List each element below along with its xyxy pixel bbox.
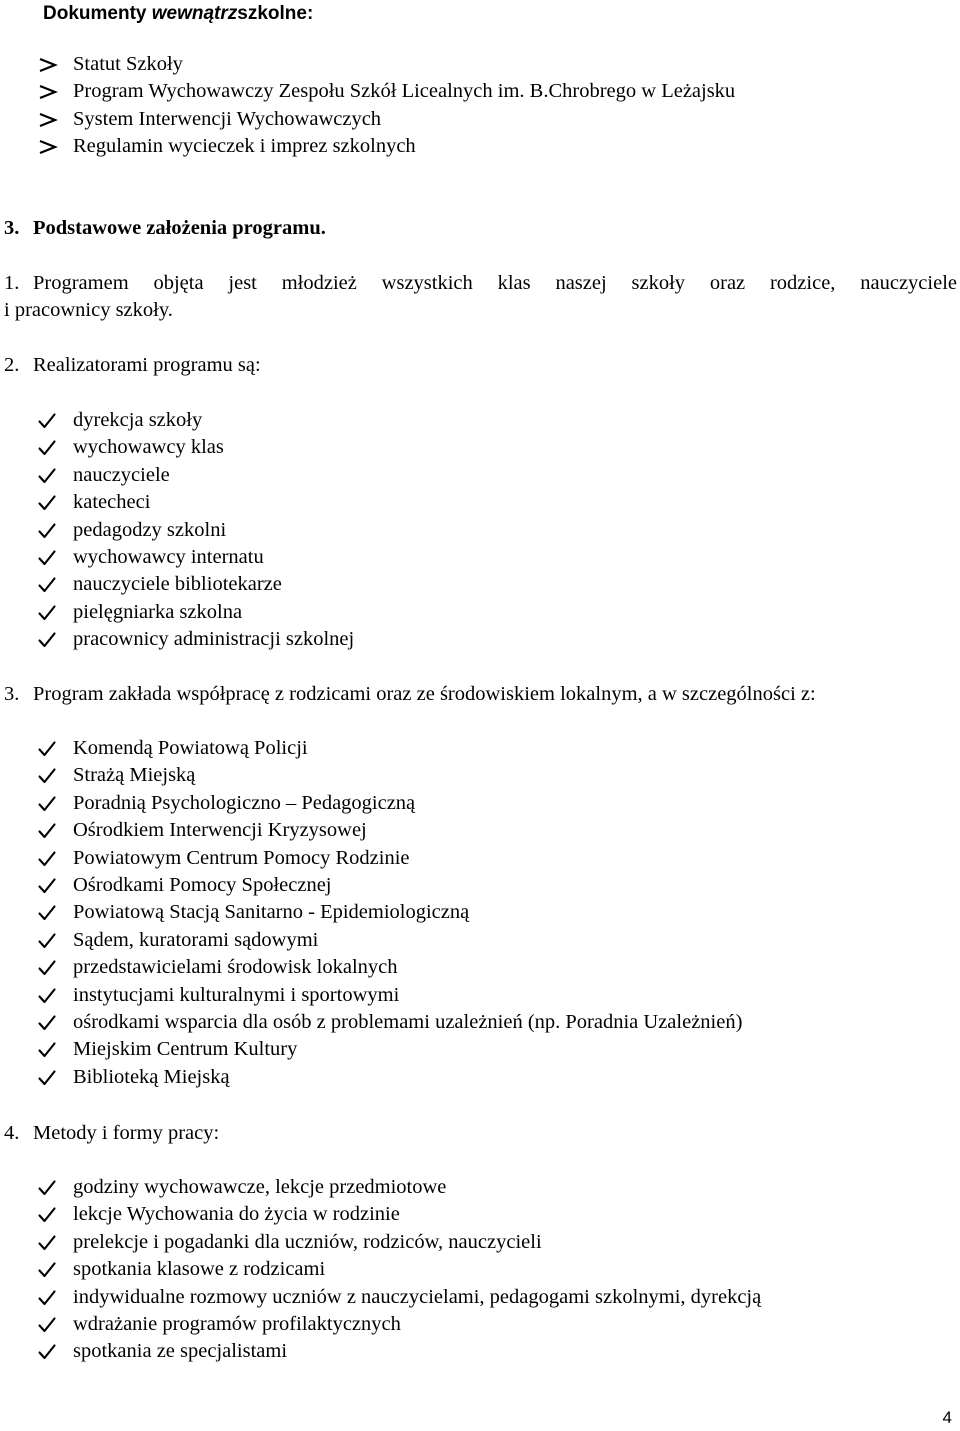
page-number: 4 <box>942 1408 952 1427</box>
checkmark-icon <box>38 927 58 954</box>
section-title: Podstawowe założenia programu. <box>33 217 326 239</box>
point-2-number: 2. <box>4 354 20 376</box>
partner-item-text: Ośrodkiem Interwencji Kryzysowej <box>73 819 367 842</box>
checkmark-icon <box>38 1284 58 1311</box>
heading-italic: wewnątrz <box>151 3 238 24</box>
checkmark-icon <box>38 1064 58 1091</box>
checkmark-icon <box>38 599 58 626</box>
partner-item <box>0 845 960 872</box>
checkmark-icon <box>38 1229 58 1256</box>
partner-item-text: instytucjami kulturalnymi i sportowymi <box>73 983 400 1006</box>
arrowhead-icon <box>38 133 58 160</box>
checkmark-icon <box>38 489 58 516</box>
method-item <box>0 1256 960 1283</box>
point-3 <box>0 681 960 708</box>
partner-item <box>0 927 960 954</box>
partner-item <box>0 982 960 1009</box>
realizer-item <box>0 517 960 544</box>
checkmark-icon <box>38 817 58 844</box>
heading-text: Dokumenty <box>43 3 152 24</box>
document-item-text: Program Wychowawczy Zespołu Szkół Licealnych im. B.Chrobrego w Leżajsku <box>73 80 736 103</box>
method-item-text: spotkania ze specjalistami <box>73 1340 288 1363</box>
documents-list <box>0 51 960 161</box>
partner-item-text: Sądem, kuratorami sądowymi <box>73 928 319 951</box>
checkmark-icon <box>38 845 58 872</box>
partner-item-text: Miejskim Centrum Kultury <box>73 1038 298 1061</box>
method-item <box>0 1229 960 1256</box>
partner-item <box>0 1064 960 1091</box>
partner-item <box>0 735 960 762</box>
method-item-text: prelekcje i pogadanki dla uczniów, rodziców, nauczycieli <box>73 1230 542 1253</box>
checkmark-icon <box>38 1036 58 1063</box>
partner-item <box>0 872 960 899</box>
checkmark-icon <box>38 544 58 571</box>
partner-item-text: Biblioteką Miejską <box>73 1065 230 1088</box>
method-item-text: lekcje Wychowania do życia w rodzinie <box>73 1203 400 1226</box>
checkmark-icon <box>38 571 58 598</box>
checkmark-icon <box>38 790 58 817</box>
realizer-item-text: dyrekcja szkoły <box>73 409 203 431</box>
method-item <box>0 1201 960 1228</box>
methods-list <box>0 1174 960 1366</box>
realizer-item-text: wychowawcy internatu <box>73 545 264 568</box>
partner-item-text: Powiatowym Centrum Pomocy Rodzinie <box>73 846 410 869</box>
partner-item-text: Poradnią Psychologiczno – Pedagogiczną <box>73 791 416 814</box>
point-3-number: 3. <box>4 683 20 705</box>
checkmark-icon <box>38 434 58 461</box>
checkmark-icon <box>38 735 58 762</box>
document-item-text: System Interwencji Wychowawczych <box>73 107 382 130</box>
checkmark-icon <box>38 899 58 926</box>
partner-item-text: Ośrodkami Pomocy Społecznej <box>73 873 332 896</box>
checkmark-icon <box>38 1201 58 1228</box>
arrowhead-icon <box>38 106 58 133</box>
realizer-item <box>0 489 960 516</box>
realizer-item <box>0 407 960 434</box>
partner-item <box>0 1009 960 1036</box>
point-4 <box>0 1120 960 1147</box>
partners-list <box>0 735 960 1091</box>
realizer-item-text: katecheci <box>73 491 151 514</box>
checkmark-icon <box>38 626 58 653</box>
checkmark-icon <box>38 1338 58 1365</box>
realizers-list <box>0 407 960 654</box>
partner-item <box>0 899 960 926</box>
point-2-text: Realizatorami programu są: <box>33 354 261 376</box>
method-item <box>0 1311 960 1338</box>
page-heading <box>43 0 313 27</box>
realizer-item <box>0 571 960 598</box>
partner-item-text: Powiatową Stacją Sanitarno - Epidemiologiczną <box>73 901 470 924</box>
point-4-text: Metody i formy pracy: <box>33 1122 220 1144</box>
section-heading <box>0 215 960 242</box>
point-1 <box>0 270 960 325</box>
section-number: 3. <box>4 217 20 239</box>
partner-item <box>0 954 960 981</box>
partner-item-text: ośrodkami wsparcia dla osób z problemami uzależnień (np. Poradnia Uzależnień) <box>73 1010 743 1033</box>
method-item-text: spotkania klasowe z rodzicami <box>73 1258 326 1281</box>
realizer-item-text: wychowawcy klas <box>73 436 224 459</box>
checkmark-icon <box>38 407 58 434</box>
method-item <box>0 1174 960 1201</box>
realizer-item-text: pedagodzy szkolni <box>73 518 227 541</box>
realizer-item-text: pielęgniarka szkolna <box>73 600 243 623</box>
arrowhead-icon <box>38 51 58 78</box>
partner-item <box>0 790 960 817</box>
realizer-item-text: nauczyciele bibliotekarze <box>73 573 282 596</box>
partner-item-text: Strażą Miejską <box>73 764 196 787</box>
realizer-item <box>0 544 960 571</box>
document-item <box>0 78 960 105</box>
realizer-item <box>0 599 960 626</box>
partner-item <box>0 1036 960 1063</box>
checkmark-icon <box>38 982 58 1009</box>
checkmark-icon <box>38 1256 58 1283</box>
point-1-line-1: Programem objęta jest młodzież wszystkich klas naszej szkoły oraz rodzice, nauczyciele <box>33 272 957 294</box>
point-1-number: 1. <box>4 272 20 294</box>
method-item-text: indywidualne rozmowy uczniów z nauczycielami, pedagogami szkolnymi, dyrekcją <box>73 1285 762 1308</box>
point-1-line-2: i pracownicy szkoły. <box>4 299 173 322</box>
partner-item <box>0 817 960 844</box>
checkmark-icon <box>38 517 58 544</box>
realizer-item <box>0 462 960 489</box>
checkmark-icon <box>38 1311 58 1338</box>
method-item <box>0 1284 960 1311</box>
partner-item <box>0 762 960 789</box>
point-3-text: Program zakłada współpracę z rodzicami oraz ze środowiskiem lokalnym, a w szczególności z: <box>33 683 816 705</box>
realizer-item-text: nauczyciele <box>73 463 170 486</box>
checkmark-icon <box>38 762 58 789</box>
method-item <box>0 1338 960 1365</box>
arrowhead-icon <box>38 78 58 105</box>
point-4-number: 4. <box>4 1122 20 1144</box>
partner-item-text: Komendą Powiatową Policji <box>73 737 308 759</box>
checkmark-icon <box>38 872 58 899</box>
checkmark-icon <box>38 954 58 981</box>
method-item-text: godziny wychowawcze, lekcje przedmiotowe <box>73 1176 447 1198</box>
checkmark-icon <box>38 1174 58 1201</box>
checkmark-icon <box>38 1009 58 1036</box>
realizer-item <box>0 626 960 653</box>
document-item-text: Statut Szkoły <box>73 53 183 75</box>
document-item <box>0 51 960 78</box>
heading-text-end: szkolne: <box>237 3 314 24</box>
document-item <box>0 106 960 133</box>
partner-item-text: przedstawicielami środowisk lokalnych <box>73 956 398 979</box>
realizer-item <box>0 434 960 461</box>
document-item <box>0 133 960 160</box>
method-item-text: wdrażanie programów profilaktycznych <box>73 1312 401 1335</box>
document-item-text: Regulamin wycieczek i imprez szkolnych <box>73 135 416 158</box>
point-2 <box>0 352 960 379</box>
realizer-item-text: pracownicy administracji szkolnej <box>73 628 355 651</box>
checkmark-icon <box>38 462 58 489</box>
